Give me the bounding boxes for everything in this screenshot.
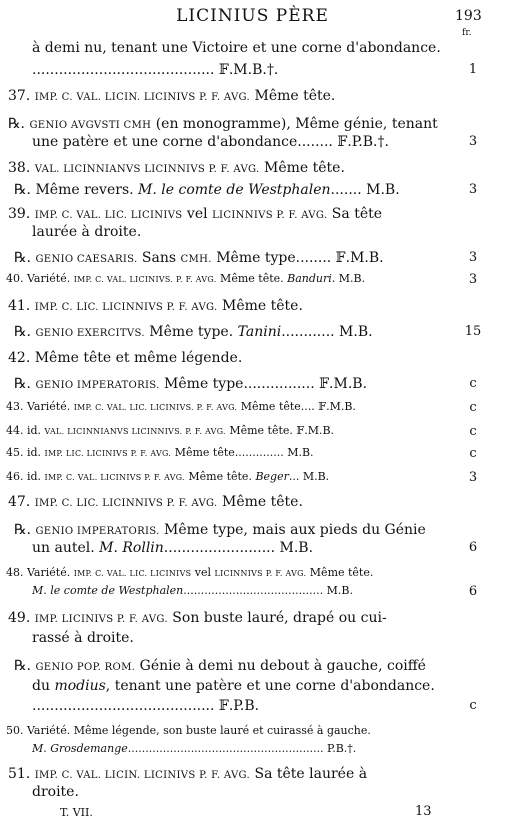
entry-text: 39. (8, 206, 35, 222)
entry-line (32, 678, 472, 694)
running-header: LICINIUS PÈRE (176, 6, 329, 26)
entry-line (32, 134, 472, 150)
citation-text: M. Grosdemange (32, 742, 128, 755)
legend-text: IMP. C. LIC. LICINNIVS P. F. AVG. (34, 498, 218, 509)
entry-line (6, 272, 446, 285)
entry-line (14, 522, 454, 538)
citation-text: M. le comte de Westphalen (138, 182, 331, 198)
entry-text: ℞. (14, 522, 36, 538)
entry-line (14, 376, 454, 392)
entry-text: 49. (8, 610, 35, 626)
entry-text: vel (182, 206, 213, 222)
rarity-value: 3 (468, 470, 478, 485)
legend-text: LICINNIVS P. F. AVG. (212, 210, 328, 221)
entry-line (6, 424, 446, 437)
entry-line (32, 540, 472, 556)
entry-text: 43. Variété. (6, 400, 74, 413)
rarity-value: c (469, 698, 477, 713)
volume-marker: T. VII. (60, 806, 93, 819)
entry-text: Même tête. (184, 470, 256, 483)
entry-text: ....... M.B. (330, 182, 400, 198)
entry-text: ℞. (14, 376, 36, 392)
rarity-value: 3 (468, 134, 478, 149)
rarity-value: 1 (468, 62, 478, 77)
entry-line (32, 62, 472, 78)
entry-text: ℞. Même revers. (14, 182, 139, 198)
entry-text: 40. Variété. (6, 272, 74, 285)
citation-text: Tanini (237, 324, 282, 340)
legend-text: GENIO IMPERATORIS. (35, 380, 160, 391)
entry-text: Même tête.... 𝔽.M.B. (237, 400, 356, 413)
entry-text: ℞. (8, 116, 30, 132)
legend-text: IMP. LIC. LICINIVS P. F. AVG. (44, 449, 172, 458)
entry-text: ℞. (14, 250, 36, 266)
legend-text: IMP. C. VAL. LICINIVS P. F. AVG. (44, 473, 185, 482)
entry-text: droite. (32, 784, 79, 800)
legend-text: GENIO POP. ROM. (35, 662, 136, 673)
legend-text: VAL. LICINNIANVS LICINNIVS P. F. AVG. (34, 164, 260, 175)
entry-line (8, 160, 448, 176)
entry-line (14, 250, 454, 266)
entry-text: ........................................ M.B. (183, 584, 353, 597)
entry-line (32, 742, 472, 755)
entry-text: 44. id. (6, 424, 45, 437)
entry-text: ......................................... 𝔽.M.B.†. (32, 62, 279, 78)
rarity-value: c (469, 400, 477, 415)
entry-text: Même tête. (216, 272, 288, 285)
legend-text: GENIO IMPERATORIS. (35, 526, 160, 537)
entry-text: Sa tête (327, 206, 383, 222)
entry-text: 45. id. (6, 446, 45, 459)
entry-line (8, 298, 448, 314)
entry-line (6, 724, 446, 737)
entry-line (8, 206, 448, 222)
entry-line (6, 446, 446, 459)
legend-text: LICINNIVS P. F. AVG. (214, 569, 307, 578)
entry-text: Sans (137, 250, 181, 266)
legend-text: CMH. (180, 254, 212, 265)
citation-text: modius (54, 678, 106, 694)
entry-line (14, 658, 454, 674)
entry-text: laurée à droite. (32, 224, 142, 240)
entry-text: ......................... M.B. (163, 540, 314, 556)
entry-line (32, 584, 472, 597)
entry-text: du (32, 678, 55, 694)
citation-text: Banduri (287, 272, 332, 285)
entry-line (32, 784, 472, 800)
entry-text: Même tête. (217, 494, 303, 510)
entry-text: ℞. (14, 324, 36, 340)
page-number: 193 (455, 8, 482, 24)
entry-line (6, 400, 446, 413)
entry-text: ... M.B. (288, 470, 330, 483)
legend-text: IMP. C. VAL. LICIN. LICINIVS P. F. AVG. (34, 770, 251, 781)
signature-mark: 13 (415, 804, 432, 819)
entry-line (32, 698, 472, 714)
entry-text: 38. (8, 160, 35, 176)
entry-text: une patère et une corne d'abondance........ 𝔽.P.B.†. (32, 134, 389, 150)
legend-text: IMP. C. VAL. LIC. LICINIVS (73, 569, 192, 578)
entry-text: 46. id. (6, 470, 45, 483)
entry-line (32, 630, 472, 646)
entry-text: Même tête.............. M.B. (171, 446, 314, 459)
entry-line (6, 470, 446, 483)
entry-text: Même type........ 𝔽.M.B. (211, 250, 384, 266)
entry-line (14, 182, 454, 198)
entry-text: ........................................................ P.B.†. (127, 742, 357, 755)
entry-text: 47. (8, 494, 35, 510)
entry-line (8, 610, 448, 626)
entry-text: Son buste lauré, drapé ou cui- (167, 610, 387, 626)
rarity-column-note: fr. (462, 28, 472, 38)
entry-line (8, 88, 448, 104)
rarity-value: 3 (468, 250, 478, 265)
legend-text: IMP. C. VAL. LICIN. LICINIVS P. F. AVG. (34, 92, 251, 103)
entry-line (8, 116, 448, 132)
entry-text: ......................................... 𝔽.P.B. (32, 698, 260, 714)
entry-text: Même tête. (250, 88, 336, 104)
entry-text: Même type................ 𝔽.M.B. (159, 376, 368, 392)
rarity-value: c (469, 446, 477, 461)
entry-text: . M.B. (331, 272, 366, 285)
entry-text: 41. (8, 298, 35, 314)
entry-text: 42. Même tête et même légende. (8, 350, 243, 366)
entry-text: Même tête. (217, 298, 303, 314)
citation-text: Beger (255, 470, 289, 483)
entry-text: un autel. (32, 540, 100, 556)
entry-text: ℞. (14, 658, 36, 674)
entry-text: Même tête. (306, 566, 374, 579)
legend-text: VAL. LICINNIANVS LICINNIVS. P. F. AVG. (44, 427, 226, 436)
entry-line (14, 324, 454, 340)
entry-text: Même tête. (259, 160, 345, 176)
entry-text: , tenant une patère et une corne d'abondance. (105, 678, 435, 694)
rarity-value: c (469, 424, 477, 439)
entry-text: (en monogramme), Même génie, tenant (151, 116, 438, 132)
entry-text: Génie à demi nu debout à gauche, coiffé (135, 658, 426, 674)
legend-text: GENIO AVGVSTI CMH (29, 120, 152, 131)
legend-text: GENIO EXERCITVS. (35, 328, 145, 339)
entry-text: ............ M.B. (281, 324, 373, 340)
rarity-value: 3 (468, 182, 478, 197)
entry-line (6, 566, 446, 579)
rarity-value: 15 (464, 324, 482, 339)
entry-line (8, 766, 448, 782)
entry-text: Même type. (144, 324, 238, 340)
legend-text: IMP. LICINIVS P. F. AVG. (34, 614, 168, 625)
legend-text: GENIO CAESARIS. (35, 254, 138, 265)
entry-text: à demi nu, tenant une Victoire et une corne d'abondance. (32, 40, 441, 56)
entry-line (32, 224, 472, 240)
entry-line (8, 350, 448, 366)
rarity-value: 6 (468, 540, 478, 555)
entry-text: 37. (8, 88, 35, 104)
legend-text: IMP. C. VAL. LIC. LICINIVS. P. F. AVG. (73, 403, 238, 412)
entry-text: Même type, mais aux pieds du Génie (159, 522, 426, 538)
entry-text: Sa tête laurée à (250, 766, 368, 782)
rarity-value: 6 (468, 584, 478, 599)
entry-text: 48. Variété. (6, 566, 74, 579)
rarity-value: c (469, 376, 477, 391)
rarity-value: 3 (468, 272, 478, 287)
entry-text: 50. Variété. Même légende, son buste lauré et cuirassé à gauche. (6, 724, 371, 737)
entry-text: rassé à droite. (32, 630, 134, 646)
entry-text: Même tête. 𝔽.M.B. (225, 424, 335, 437)
entry-line (8, 494, 448, 510)
citation-text: M. Rollin (99, 540, 164, 556)
citation-text: M. le comte de Westphalen (32, 584, 184, 597)
entry-line (32, 40, 472, 56)
entry-text: 51. (8, 766, 35, 782)
entry-text: vel (191, 566, 215, 579)
legend-text: IMP. C. VAL. LICINIVS. P. F. AVG. (73, 275, 217, 284)
legend-text: IMP. C. VAL. LIC. LICINIVS (34, 210, 183, 221)
legend-text: IMP. C. LIC. LICINNIVS P. F. AVG. (34, 302, 218, 313)
